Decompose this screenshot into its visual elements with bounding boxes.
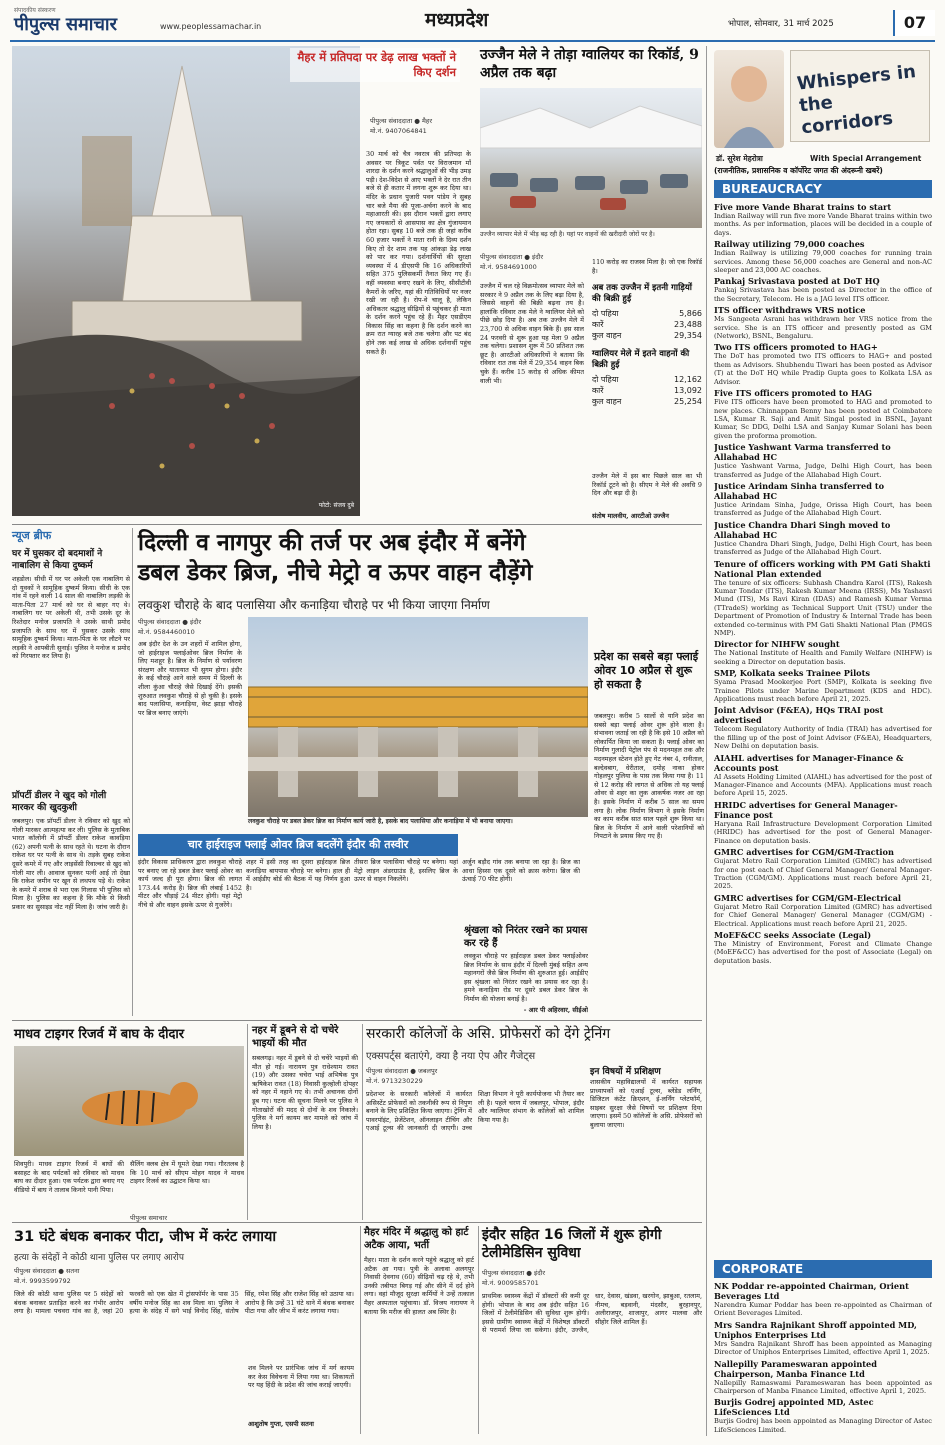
item-title: Justice Arindam Sinha transferred to Allahabad HC xyxy=(714,480,885,501)
paper-url[interactable]: www.peoplessamachar.in xyxy=(160,22,262,31)
maihar-headline: मैहर में प्रतिपदा पर डेढ़ लाख भक्तों ने किए दर्शन xyxy=(290,48,460,82)
bureaucracy-item xyxy=(714,930,932,965)
item-title: Nallepilly Parameswaran appointed Chairperson, Manba Finance Ltd xyxy=(714,1358,877,1379)
column-divider xyxy=(247,1024,248,1220)
ujjain-stats-rows xyxy=(592,308,702,341)
item-title: GMRC advertises for CGM/GM-Electrical xyxy=(714,892,902,903)
telemed-byline: पीपुल्स संवाददाता ● इंदौर xyxy=(482,1269,545,1277)
tiger-caption-left: शिवपुरी। माधव टाइगर रिजर्व में बाघों की बसाहट के बाद पर्यटकों को रविवार को माधव बाघ का दीदार हुआ। एक पर्यटक द्वारा बनाए गए वीडियो में बाघ ने तालाब किनारे पानी पिया। xyxy=(14,1160,124,1194)
telemed-headline: इंदौर सहित 16 जिलों में शुरू होगी टेलीमेडिसिन सुविधा xyxy=(482,1227,662,1261)
stat-label: कुल वाहन xyxy=(592,397,622,406)
ujjain-stats-title: अब तक उज्जैन में इतनी गाड़ियों की बिक्री हुई xyxy=(592,283,692,304)
whispers-logo-box xyxy=(790,50,930,142)
bureaucracy-item xyxy=(714,639,932,666)
stat-row xyxy=(592,308,702,319)
page-number-box xyxy=(893,10,935,36)
telemed-body: प्राथमिक स्वास्थ्य केंद्रों में डॉक्टरों की कमी दूर होगी। भोपाल के बाद अब इंदौर सहित 16 जिलों में टेलीमेडिसिन की सुविधा शुरू होगी। इससे ग्रामीण स्वास्थ्य केंद्रों में विशेषज्ञ डॉक्टरों से परामर्श लिया जा सकेगा। इंदौर, उज्जैन, धार, देवास, खंडवा, खरगोन, झाबुआ, रतलाम, नीमच, बड़वानी, मंदसौर, बुरहानपुर, अलीराजपुर, शाजापुर, आगर मालवा और सीहोर जिले शामिल हैं। xyxy=(482,1292,702,1335)
item-title: Justice Chandra Dhari Singh moved to Allahabad HC xyxy=(714,519,891,540)
bureaucracy-item xyxy=(714,800,932,845)
stat-value: 12,162 xyxy=(674,375,702,384)
college-mobile: मो.नं. 9713230229 xyxy=(366,1077,423,1085)
item-body: Narendra Kumar Poddar has been re-appointed as Chairman of Orient Beverages Limited. xyxy=(714,1301,932,1318)
bureaucracy-item xyxy=(714,893,932,928)
tiger-headline: माधव टाइगर रिजर्व में बाघ के दीदार xyxy=(14,1027,185,1042)
item-body: Ms Sangeeta Asrani has withdrawn her VRS notice from the service. She is an ITS officer and presently posted as GM (Network), BSNL, Bengaluru. xyxy=(714,315,932,341)
beaten-subhead: हत्या के संदेहों ने कोठी थाना पुलिस पर लगाए आरोप xyxy=(14,1253,185,1263)
bureaucracy-item xyxy=(714,559,932,638)
drown-body: सबलगढ़। नहर में डूबने से दो चचेरे भाइयों की मौत हो गई। नारायण पुत्र राधेश्याम रावत (19) और उसका चचेरा भाई अभिषेक पुत्र ऋषिकेश रावत (18) निवासी कुल्होली दोपहर को नहर में नहाने गए थे। तभी अचानक दोनों डूब गए। घटना की सूचना मिलने पर पुलिस ने गोताखोरों की मदद से दोनों के शव निकाले। पुलिस ने मर्ग कायम कर मामले को जांच में लिया है। xyxy=(252,1054,358,1131)
item-body: The tenure of six officers: Subhash Chandra Karol (ITS), Rakesh Kumar Tondar (ITS), Rakesh Kumar Meena (IRSS), Ms Yashasvi Mund (ITS), Ms Ravi Kiran (IDAS) and Ramesh Kumar Verma (TTradeS) working as Technical Support Unit (TSU) under the Department of Promotion of Industry & Internal Trade has been extended co-terminus with PM Gati Shakti National Plan (PMGS NMP). xyxy=(714,578,932,637)
columnist-avatar xyxy=(714,50,784,148)
item-body: Syama Prasad Mookerjee Port (SMP), Kolkata is seeking five Trainee Pilots under Marine Department (KDS and HDC). Applications must reach before April 21, 2025. xyxy=(714,678,932,704)
item-title: Justice Yashwant Varma transferred to Allahabad HC xyxy=(714,442,891,463)
ujjain-fair-photo xyxy=(480,88,702,228)
item-title: Joint Advisor (F&EA), HQs TRAI post advertised xyxy=(714,705,884,726)
ujjain-byline: पीपुल्स संवाददाता ● इंदौर xyxy=(480,253,543,261)
corporate-list xyxy=(714,1281,932,1433)
beaten-mobile: मो.नं. 9993599792 xyxy=(14,1277,71,1285)
flyover-box-points xyxy=(138,858,458,1016)
stat-label: कारें xyxy=(592,386,604,395)
column-divider xyxy=(706,46,707,1436)
brief-title: घर में घुसकर दो बदमाशों ने नाबालिग से किया दुष्कर्म xyxy=(12,549,103,571)
divider xyxy=(12,524,702,525)
college-body: प्रदेशभर के सरकारी कॉलेजों में कार्यरत असिस्टेंट प्रोफेसरों को तकनीकी रूप से निपुण बनाने के लिए प्रशिक्षित किया जाएगा। ट्रेनिंग में पावरपॉइंट, प्रेजेंटेशन, ऑनलाइन टीचिंग और एआई टूल्स की जानकारी दी जाएगी। उच्च शिक्षा विभाग ने पूरी कार्ययोजना भी तैयार कर ली है। पहले चरण में जबलपुर, भोपाल, इंदौर और ग्वालियर संभाग के कॉलेजों को शामिल किया गया है। xyxy=(366,1090,584,1133)
item-title: Director for NIHFW sought xyxy=(714,639,840,650)
indore-body-left: अब इंदौर देश के उन शहरों में शामिल होगा, जो हाईराइज फ्लाईओवर ब्रिज निर्माण के लिए मशहूर है। ब्रिज के निर्माण से पर्यावरण संरक्षण और यातायात भी सुगम होगा। इंदौर के कई चौराहे आने वाले समय में दिल्ली के शीला कुंआ चौराहे जैसे दिखाई देंगे। इसकी शुरुआत लवकुश चौराहे से हो चुकी है। इसके बाद पलासिया, कनाड़िया, वेस्ट झाड़ा चौराहे पर ब्रिज बनाए जाएंगे। xyxy=(138,640,242,717)
bureaucracy-item xyxy=(714,520,932,557)
whispers-column xyxy=(710,46,936,1436)
corporate-item xyxy=(714,1397,932,1433)
item-title: GMRC advertises for CGM/GM-Traction xyxy=(714,847,894,858)
stat-label: दो पहिया xyxy=(592,375,619,384)
item-title: Tenure of officers working with PM Gati Shakti National Plan extended xyxy=(714,558,931,579)
beaten-body: जिले की कोठी थाना पुलिस पर 5 संदेहों को बंधक बनाकर प्रताड़ित करने का गंभीर आरोप लगा है। मामला पचवरा गांव का है, जहां 20 फरवरी को एक खेत में ट्रांसफॉर्मर के पास 35 वर्षीय मनोज सिंह का शव मिला था। पुलिस ने हत्या के संदेह में सगे भाई विनोद सिंह, संतोष सिंह, रमेश सिंह और राजेश सिंह को उठाया था। आरोप है कि उन्हें 31 घंटे थाने में बंधक बनाकर पीटा गया और जीभ में करंट लगाया गया। xyxy=(14,1290,354,1316)
ujjain-mobile: मो.नं. 9584691000 xyxy=(480,263,537,271)
ujjain-stats-box xyxy=(592,283,702,408)
corporate-item xyxy=(714,1320,932,1357)
indore-headline-line2: डबल डेकर ब्रिज, नीचे मेट्रो व ऊपर वाहन दौड़ेंगे xyxy=(138,560,533,586)
item-body: Justice Yashwant Varma, Judge, Delhi High Court, has been transferred as Judge of the Allahabad High Court. xyxy=(714,462,932,479)
ido-ceo-by: - आर पी अहिरवार, सीईओ xyxy=(523,1006,588,1014)
paper-name: पीपुल्स समाचार xyxy=(14,14,117,35)
item-body: Telecom Regulatory Authority of India (TRAI) has advertised for the filling up of the post of Joint Advisor (F&EA), Headquarters, New Delhi on deputation basis. xyxy=(714,725,932,751)
item-body: Haryana Rail Infrastructure Development Corporation Limited (HRIDC) has advertised for the post of General Manager-Finance on deputation basis. xyxy=(714,819,932,845)
stat-label: कारें xyxy=(592,320,604,329)
ujjain-body: उज्जैन में चल रहे विक्रमोत्सव व्यापार मेले को सरकार ने 9 अप्रैल तक के लिए बढ़ा दिया है, जिससे वाहनों की बिक्री बढ़ना तय है। हालांकि रविवार तक मेले ने ग्वालियर मेले को पीछे छोड़ दिया है। अब तक उज्जैन मेले में 23,700 से अधिक वाहन बिके हैं। इस साल 24 फरवरी से शुरू हुआ यह मेला 9 अप्रैल तक चलेगा। प्रशासन शुरू में 50 प्रतिशत तक छूट है। आरटीओ अधिकारियों ने बताया कि रविवार रात तक मेले में 29,354 वाहन बिक चुके हैं। करीब 15 करोड़ से अधिक कीमत वाली भी। xyxy=(480,282,584,385)
indore-mobile: मो.नं. 9584460010 xyxy=(138,628,195,636)
item-title: NK Poddar re-appointed Chairman, Orient Beverages Ltd xyxy=(714,1281,909,1301)
stat-label: दो पहिया xyxy=(592,309,619,318)
indore-photo-caption: लवकुश चौराहे पर डबल डेकर ब्रिज का निर्माण कार्य जारी है, इसके बाद पलासिया और कनाड़िया में भी बनाया जाएगा। xyxy=(248,818,513,825)
maihar-byline: पीपुल्स संवाददाता ● मैहर xyxy=(370,117,433,125)
column-divider xyxy=(478,1226,479,1434)
item-body: AI Assets Holding Limited (AIAHL) has advertised for the post of Manager-Finance and Accounts (MFA). Applications must reach before April 15, 2025. xyxy=(714,772,932,798)
ujjain-headline: उज्जैन मेले ने तोड़ा ग्वालियर का रिकॉर्ड, 9 अप्रैल तक बढ़ा xyxy=(480,47,699,81)
brief-body: शहडोल। सीधी में घर पर अकेली एक नाबालिग से दो युवकों ने सामूहिक दुष्कर्म किया। सीधी के एक गांव में रहने वाली 14 साल की नाबालिग लड़की के माता-पिता 27 मार्च को घर से बाहर गए थे। नाबालिग घर पर अकेली थी, तभी उसके दूर के रिश्तेदार मनोज प्रजापति ने उसके साथी प्रमोद प्रजापति के साथ घर में घुसकर उसके साथ सामूहिक दुष्कर्म किया। माता-पिता के घर लौटने पर लड़की ने आपबीती सुनाई। पुलिस ने मनोज व प्रमोद को गिरफ्तार कर लिया है। xyxy=(12,575,130,661)
bureaucracy-item xyxy=(714,705,932,750)
bridge-illustration xyxy=(248,617,588,817)
column-divider xyxy=(132,528,133,1016)
stat-row xyxy=(592,319,702,330)
whispers-title: Whispers in the corridors xyxy=(795,61,917,139)
heart-headline: मैहर मंदिर में श्रद्धालु को हार्ट अटैक आया, भर्ती xyxy=(364,1227,469,1251)
flyover-point: अर्जुन बड़ौद गांव तक बनाया जा रहा है। ब्रिज का आधा हिस्सा एक दूसरे को क्रास करेगा। ब्रिज की ऊंचाई 70 फीट होगी। xyxy=(462,858,580,884)
stat-row xyxy=(592,374,702,385)
stat-value: 29,354 xyxy=(674,331,702,340)
stat-value: 25,254 xyxy=(674,397,702,406)
flyover-side-body: जबलपुर। करीब 5 सालों से यानि प्रदेश का सबसे बड़ा फ्लाई ओवर शुरू होने वाला है। संभावना जताई जा रही है कि इसे 10 अप्रैल को लोकार्पित किया जा सकता है। फ्लाई ओवर का निर्माण गुलादी पेट्रोल पंप से मदनमहल तक और मदनमहल स्टेशन होते हुए गेट नंबर 4, रानीताल, बल्देवबाग, धेरीताल, दमोह नाका होकर गोहलपुर पुलिया के पास तक किया गया है। 11 से 12 करोड़ की लागत से अधिक तो यह फ्लाई ओवर से शहर का लुक आकर्षक नजर आ रहा है। इसके निर्माण में करीब 5 साल का समय लगा है। लोक निर्माण विभाग ने इसके निर्माण का काम करीब सात साल पहले शुरू किया था। ब्रिज के निर्माण में आने वाली परेशानियों को निपटाने के प्रयास किए गए हैं। xyxy=(594,712,704,841)
item-title: Mrs Sandra Rajnikant Shroff appointed MD, Uniphos Enterprises Ltd xyxy=(714,1319,917,1340)
stat-value: 13,092 xyxy=(674,386,702,395)
page-number: 07 xyxy=(903,13,927,32)
item-body: Justice Chandra Dhari Singh, Judge, Delhi High Court, has been transferred as Judge of the Allahabad High Court. xyxy=(714,539,932,557)
indore-bridge-photo xyxy=(248,617,588,817)
item-title: AIAHL advertises for Manager-Finance & Accounts post xyxy=(714,752,904,773)
bureaucracy-item xyxy=(714,239,932,274)
item-title: Five more Vande Bharat trains to start xyxy=(714,202,892,212)
telemed-mobile: मो.नं. 9009585701 xyxy=(482,1279,539,1287)
beaten-note-by: आशुतोष गुप्ता, एसपी सतना xyxy=(248,1420,314,1428)
brief-title: प्रॉपर्टी डीलर ने खुद को गोली मारकर की खुदकुशी xyxy=(12,791,107,813)
tiger-byline: पीपुल्स समाचार xyxy=(130,1214,167,1222)
maihar-temple-photo xyxy=(12,46,360,516)
maihar-photo-credit: फोटो: संजय दुबे xyxy=(318,502,354,509)
with-arrangement: With Special Arrangement xyxy=(810,154,922,163)
corporate-item xyxy=(714,1359,932,1396)
indore-headline-line1: दिल्ली व नागपुर की तर्ज पर अब इंदौर में बनेंगे xyxy=(138,530,526,556)
divider xyxy=(12,1222,702,1223)
bureaucracy-item xyxy=(714,442,932,479)
stat-value: 23,488 xyxy=(674,320,702,329)
tiger-photo xyxy=(14,1046,244,1156)
item-title: Railway utilizing 79,000 coaches xyxy=(714,239,865,250)
item-title: MoEF&CC seeks Associate (Legal) xyxy=(714,929,872,940)
columnist-photo xyxy=(714,50,784,148)
item-title: ITS officer withdraws VRS notice xyxy=(714,305,866,316)
maihar-mobile: मो.नं. 9407064841 xyxy=(370,127,427,135)
college-side-body: शासकीय महाविद्यालयों में कार्यरत सहायक प्राध्यापकों को एआई टूल्स, ब्लेंडेड लर्निंग, डिजिटल कंटेंट क्रिएशन, ई-लर्निंग प्लेटफॉर्म, साइबर सुरक्षा जैसे विषयों पर प्रशिक्षण दिया जाएगा। इसमें 50 कॉलेजों के असि. प्रोफेसरों को बुलाया जाएगा। xyxy=(590,1078,702,1129)
item-body: Five ITS officers have been promoted to HAG and promoted to new places. Chinnappan Benny has been posted at Coimbatore LSA, Kumar R. Saji and Amit Singal posted in BSNL, Jayant Kumar, Sc DDG, Delhi LSA and Sanjay Kumar Solani has been given the proforma promotion. xyxy=(714,398,932,440)
masthead-small-caption: संपादकीय संस्करण xyxy=(14,7,56,14)
ujjain-quote-by: संतोष मालवीय, आरटीओ उज्जैन xyxy=(592,512,669,520)
item-body: Indian Railway is utilizing 79,000 coaches for running train services. Among these 56,000 coaches are General and non-AC sleeper and 23,000 AC coaches. xyxy=(714,249,932,275)
item-title: HRIDC advertises for General Manager-Finance post xyxy=(714,799,898,820)
bureaucracy-item xyxy=(714,388,932,440)
stat-label: कुल वाहन xyxy=(592,331,622,340)
item-title: Burjis Godrej appointed MD, Astec LifeSciences Ltd xyxy=(714,1397,874,1418)
item-body: Justice Arindam Sinha, Judge, Orissa High Court, has been transferred as Judge of the Allahabad High Court. xyxy=(714,500,932,518)
item-body: The Ministry of Environment, Forest and Climate Change (MoEF&CC) has advertised for the post of Associate (Legal) on deputation basis. xyxy=(714,939,932,965)
bureaucracy-item xyxy=(714,668,932,703)
college-subhead: एक्सपर्ट्स बताएंगे, क्या है नया ऐप और गैजेट्स xyxy=(366,1051,536,1062)
corporate-header: CORPORATE xyxy=(714,1260,932,1278)
stat-row xyxy=(592,396,702,407)
item-body: The National Institute of Health and Family Welfare (NIHFW) is seeking a Director on deputation basis. xyxy=(714,649,932,666)
temple-illustration xyxy=(12,46,360,516)
heart-body: मैहर। माता के दर्शन करने पहुंचे श्रद्धालु को हार्ट अटैक आ गया। पुत्री के अलावा अलगपुर निवासी देवनाथ (60) सीढ़ियों चढ़ रहे थे, तभी उनकी तबीयत बिगड़ गई और सीने में दर्द होने लगा। वहां मौजूद सुरक्षा कर्मियों ने उन्हें तत्काल मैहर अस्पताल पहुंचाया। डॉ. विजय नारायण ने बताया कि मरीज की हालत अब स्थिर है। xyxy=(364,1256,474,1316)
ujjain-revenue: 110 करोड़ का राजस्व मिला है। जो एक रिकॉर्ड है। xyxy=(592,258,702,275)
divider xyxy=(12,1020,702,1021)
masthead-rule xyxy=(10,40,935,42)
flyover-box-header: चार हाईराइज फ्लाई ओवर ब्रिज बदलेंगे इंदौर की तस्वीर xyxy=(138,834,458,856)
indore-subhead: लवकुश चौराहे के बाद पलासिया और कनाड़िया चौराहे पर भी किया जाएगा निर्माण xyxy=(138,598,490,612)
beaten-headline: 31 घंटे बंधक बनाकर पीटा, जीभ में करंट लगाया xyxy=(14,1229,277,1245)
bureaucracy-item xyxy=(714,342,932,386)
stat-row xyxy=(592,330,702,341)
flyover-point: तीसरा ब्रिज पलासिया चौराहे पर बनेगा। यहां मेट्रो लाइन अंडरग्राउंड है, इसलिए ब्रिज के ऊपर से वाहन निकलेंगे। xyxy=(354,858,458,884)
maihar-body: 30 मार्च को चैत्र नवरात्र की प्रतिपदा के अवसर पर त्रिकूट पर्वत पर विराजमान माँ शारदा के दर्शन करने श्रद्धालुओं की भीड़ उमड़ पड़ी। देश-विदेश से आए भक्तों ने देर रात तीन बजे से ही कतार में लगना शुरू कर दिया था। मंदिर के प्रधान पुजारी पवन पांडेय ने सुबह चार बजे मैया की पूजा-अर्चना करने के बाद महाआरती की। इस दौरान भक्तों द्वारा लगाए गए जयकारों से आसपास का क्षेत्र गुंजायमान होता रहा। सुबह 10 बजे तक ही जहां करीब 60 हजार भक्तों ने माता रानी के दिव्य दर्शन किए तो देर शाम तक यह आंकड़ा डेढ़ लाख को पार कर गया। दर्शनार्थियों की सुरक्षा व्यवस्था में 4 डीएसपी कि 16 अधिकारियों सहित 375 पुलिसकर्मी तैनात किए गए हैं। वहीं व्यवस्था बनाए रखने के लिए, सीसीटीवी कैमरों के जरिए, यहां की गतिविधियों पर नजर रखी जा रही है। रोप-वे चालू है, लेकिन अधिकतर श्रद्धालु सीढ़ियों से पहुंचकर ही माता के दर्शन करने पहुंच रहे हैं। मैहर एसडीएम विकास सिंह का कहना है कि दर्शन करने का क्रम रात ग्यारह बजे तक चलेगा और पट बंद होने तक कई लाख से अधिक दर्शनार्थी पहुंच सकते हैं। xyxy=(366,150,471,356)
ujjain-photo-caption: उज्जैन व्यापार मेले में भीड़ बढ़ रही है। यहां पर वाहनों की खरीदारी जोरों पर है। xyxy=(480,231,655,238)
college-headline: सरकारी कॉलेजों के असि. प्रोफेसरों को देंगे ट्रेनिंग xyxy=(366,1026,611,1042)
item-title: Pankaj Srivastava posted at DoT HQ xyxy=(714,276,880,287)
college-side-head: इन विषयों में प्रशिक्षण xyxy=(590,1067,661,1077)
bureaucracy-item xyxy=(714,202,932,237)
item-title: Five ITS officers promoted to HAG xyxy=(714,388,873,399)
gwalior-stats-title: ग्वालियर मेले में इतने वाहनों की बिक्री हुई xyxy=(592,349,690,370)
column-divider xyxy=(360,1226,361,1434)
item-body: Nallepilly Ramaswami Parameswaran has been appointed as Chairperson of Manba Finance Limited, effective April 1, 2025. xyxy=(714,1378,932,1396)
ujjain-quote: उज्जैन मेले में इस बार पिछले साल का भी रिकॉर्ड टूटने को है। सीएम ने मेले की अवधि 9 दिन और बढ़ा दी है। xyxy=(592,472,702,498)
beaten-note: शव मिलने पर प्रारंभिक जांच में मर्ग कायम कर केस विवेचना में लिया गया था। शिकायतों पर यह हिंदी के प्रदेश की जांच कराई जाएगी। xyxy=(248,1364,354,1390)
bureaucracy-item xyxy=(714,847,932,891)
item-body: Pankaj Srivastava has been posted as Director in the office of the Secretary, Telecom. He is a JAG level ITS officer. xyxy=(714,286,932,303)
columnist-name: डॉ. सुरेश मेहरोत्रा xyxy=(716,154,763,163)
bureaucracy-list xyxy=(714,202,932,1257)
news-brief-label: न्यूज ब्रीफ xyxy=(12,529,52,542)
ido-ceo-headline: श्रृंखला को निरंतर रखने का प्रयास कर रहे हैं xyxy=(464,925,588,949)
indore-byline: पीपुल्स संवाददाता ● इंदौर xyxy=(138,618,201,626)
bureaucracy-item xyxy=(714,481,932,518)
column-divider xyxy=(362,1024,363,1220)
item-title: Two ITS officers promoted to HAG+ xyxy=(714,342,878,353)
stat-row xyxy=(592,385,702,396)
bureaucracy-item xyxy=(714,276,932,303)
item-body: Gujarat Metro Rail Corporation Limited (GMRC) has advertised for Chief General Manager/ General Manager (CGM/GM) -Electrical. Applications must reach before April 21, 2025. xyxy=(714,902,932,928)
item-body: The DoT has promoted two ITS officers to HAG+ and posted them as Advisors. Shubhendu Tiwari has been posted as Advisor (T) at the DoT HQ while Pradip Gupta goes to Kolkata LSA as Advisor. xyxy=(714,352,932,386)
college-byline: पीपुल्स संवाददाता ● जबलपुर xyxy=(366,1067,438,1075)
indore-headline xyxy=(138,528,704,588)
gwalior-stats-rows xyxy=(592,374,702,407)
stat-value: 5,866 xyxy=(679,309,702,318)
bureaucracy-item xyxy=(714,753,932,798)
bureaucracy-header: BUREAUCRACY xyxy=(714,180,932,198)
brief-body: जबलपुर। एक प्रॉपर्टी डीलर ने रविवार को खुद को गोली मारकर आत्महत्या कर ली। पुलिस के मुताबिक भारत कॉलोनी में प्रॉपर्टी डीलर राकेश कावड़िया (62) अपनी पत्नी के साथ रहते थे। घटना के दौरान राकेश घर पर पत्नी के साथ थे। तड़के सुबह राकेश दूसरे कमरे में गए और लाइसेंसी रिवाल्वर से खुद को गोली मार ली। आवाज सुनकर पत्नी आई तो देखा कि राकेश जमीन पर खून से लथपथ पड़े थे। राकेश के कमरे में शराब से भरा एक गिलास भी पुलिस को मिला है। पुलिस का कहना है कि मौके से किसी प्रकार का सुसाइड नोट नहीं मिला है। जांच जारी है। xyxy=(12,817,130,911)
item-body: Gujarat Metro Rail Corporation Limited (GMRC) has advertised for one post each of Chief General Manager/ General Manager-Traction (CGM/GM). Applications must reach before April 21, 2025. xyxy=(714,857,932,891)
item-body: Burjis Godrej has been appointed as Managing Director of Astec LifeSciences Limited. xyxy=(714,1417,932,1433)
dateline: भोपाल, सोमवार, 31 मार्च 2025 xyxy=(728,19,834,29)
flyover-point: इंदौर विकास प्राधिकरण द्वारा लवकुश चौराहे पर बनाए जा रहे डबल डेकर फ्लाई ओवर का कार्य जल्द ही पूरा होगा। ब्रिज की लागत 173.44 करोड़ है। ब्रिज की लंबाई 1452 मीटर और चौड़ाई 24 मीटर होगी। यहां मेट्रो नीचे से और वाहन इसके ऊपर से गुजरेंगे। xyxy=(138,858,242,909)
section-title: मध्यप्रदेश xyxy=(425,9,489,31)
corporate-item xyxy=(714,1281,932,1318)
flyover-side-headline: प्रदेश का सबसे बड़ा फ्लाई ओवर 10 अप्रैल से शुरू हो सकता है xyxy=(594,650,699,691)
item-title: SMP, Kolkata seeks Trainee Pilots xyxy=(714,668,871,679)
beaten-byline: पीपुल्स संवाददाता ● सतना xyxy=(14,1267,80,1275)
bureaucracy-item xyxy=(714,305,932,340)
item-body: Indian Railway will run five more Vande Bharat trains within two months. As per information, places will be decided in a couple of days. xyxy=(714,212,932,237)
tiger-caption-right: सैलिंग क्लब क्षेत्र में घूमते देखा गया। गौरतलब है कि 10 मार्च को सीएम मोहन यादव ने माधव टाइगर रिजर्व का उद्घाटन किया था। xyxy=(130,1160,244,1186)
item-body: Mrs Sandra Rajnikant Shroff has been appointed as Managing Director of Uniphos Enterprises Limited, effective April 1, 2025. xyxy=(714,1339,932,1357)
tiger-illustration xyxy=(14,1046,244,1156)
fair-illustration xyxy=(480,88,702,228)
drown-headline: नहर में डूबने से दो चचेरे भाइयों की मौत xyxy=(252,1025,339,1049)
ido-ceo-body: लवकुश चौराहे पर हाईराइज डबल डेकर फ्लाईओवर ब्रिज निर्माण के साथ इंदौर में दिल्ली मुंबई सहित अन्य महानगरों जैसे ब्रिज निर्माण की शुरुआत हुई। आईडीए इस श्रृंखला को निरंतर रखने का प्रयास कर रहा है। हमने कनाड़िया रोड पर दूसरे डबल डेकर ब्रिज के निर्माण की योजना बनाई है। xyxy=(464,952,588,1003)
flyover-point: शहर में इसी तरह का दूसरा हाईराइज ब्रिज कनाड़िया बायपास चौराहे पर बनेगा। हाल ही में आईडीए बोर्ड की बैठक में यह निर्णय हुआ है। xyxy=(246,858,350,892)
masthead xyxy=(0,0,945,40)
whispers-tagline: (राजनीतिक, प्रशासनिक व कॉर्पोरेट जगत की अंदरूनी खबरें) xyxy=(714,166,883,175)
